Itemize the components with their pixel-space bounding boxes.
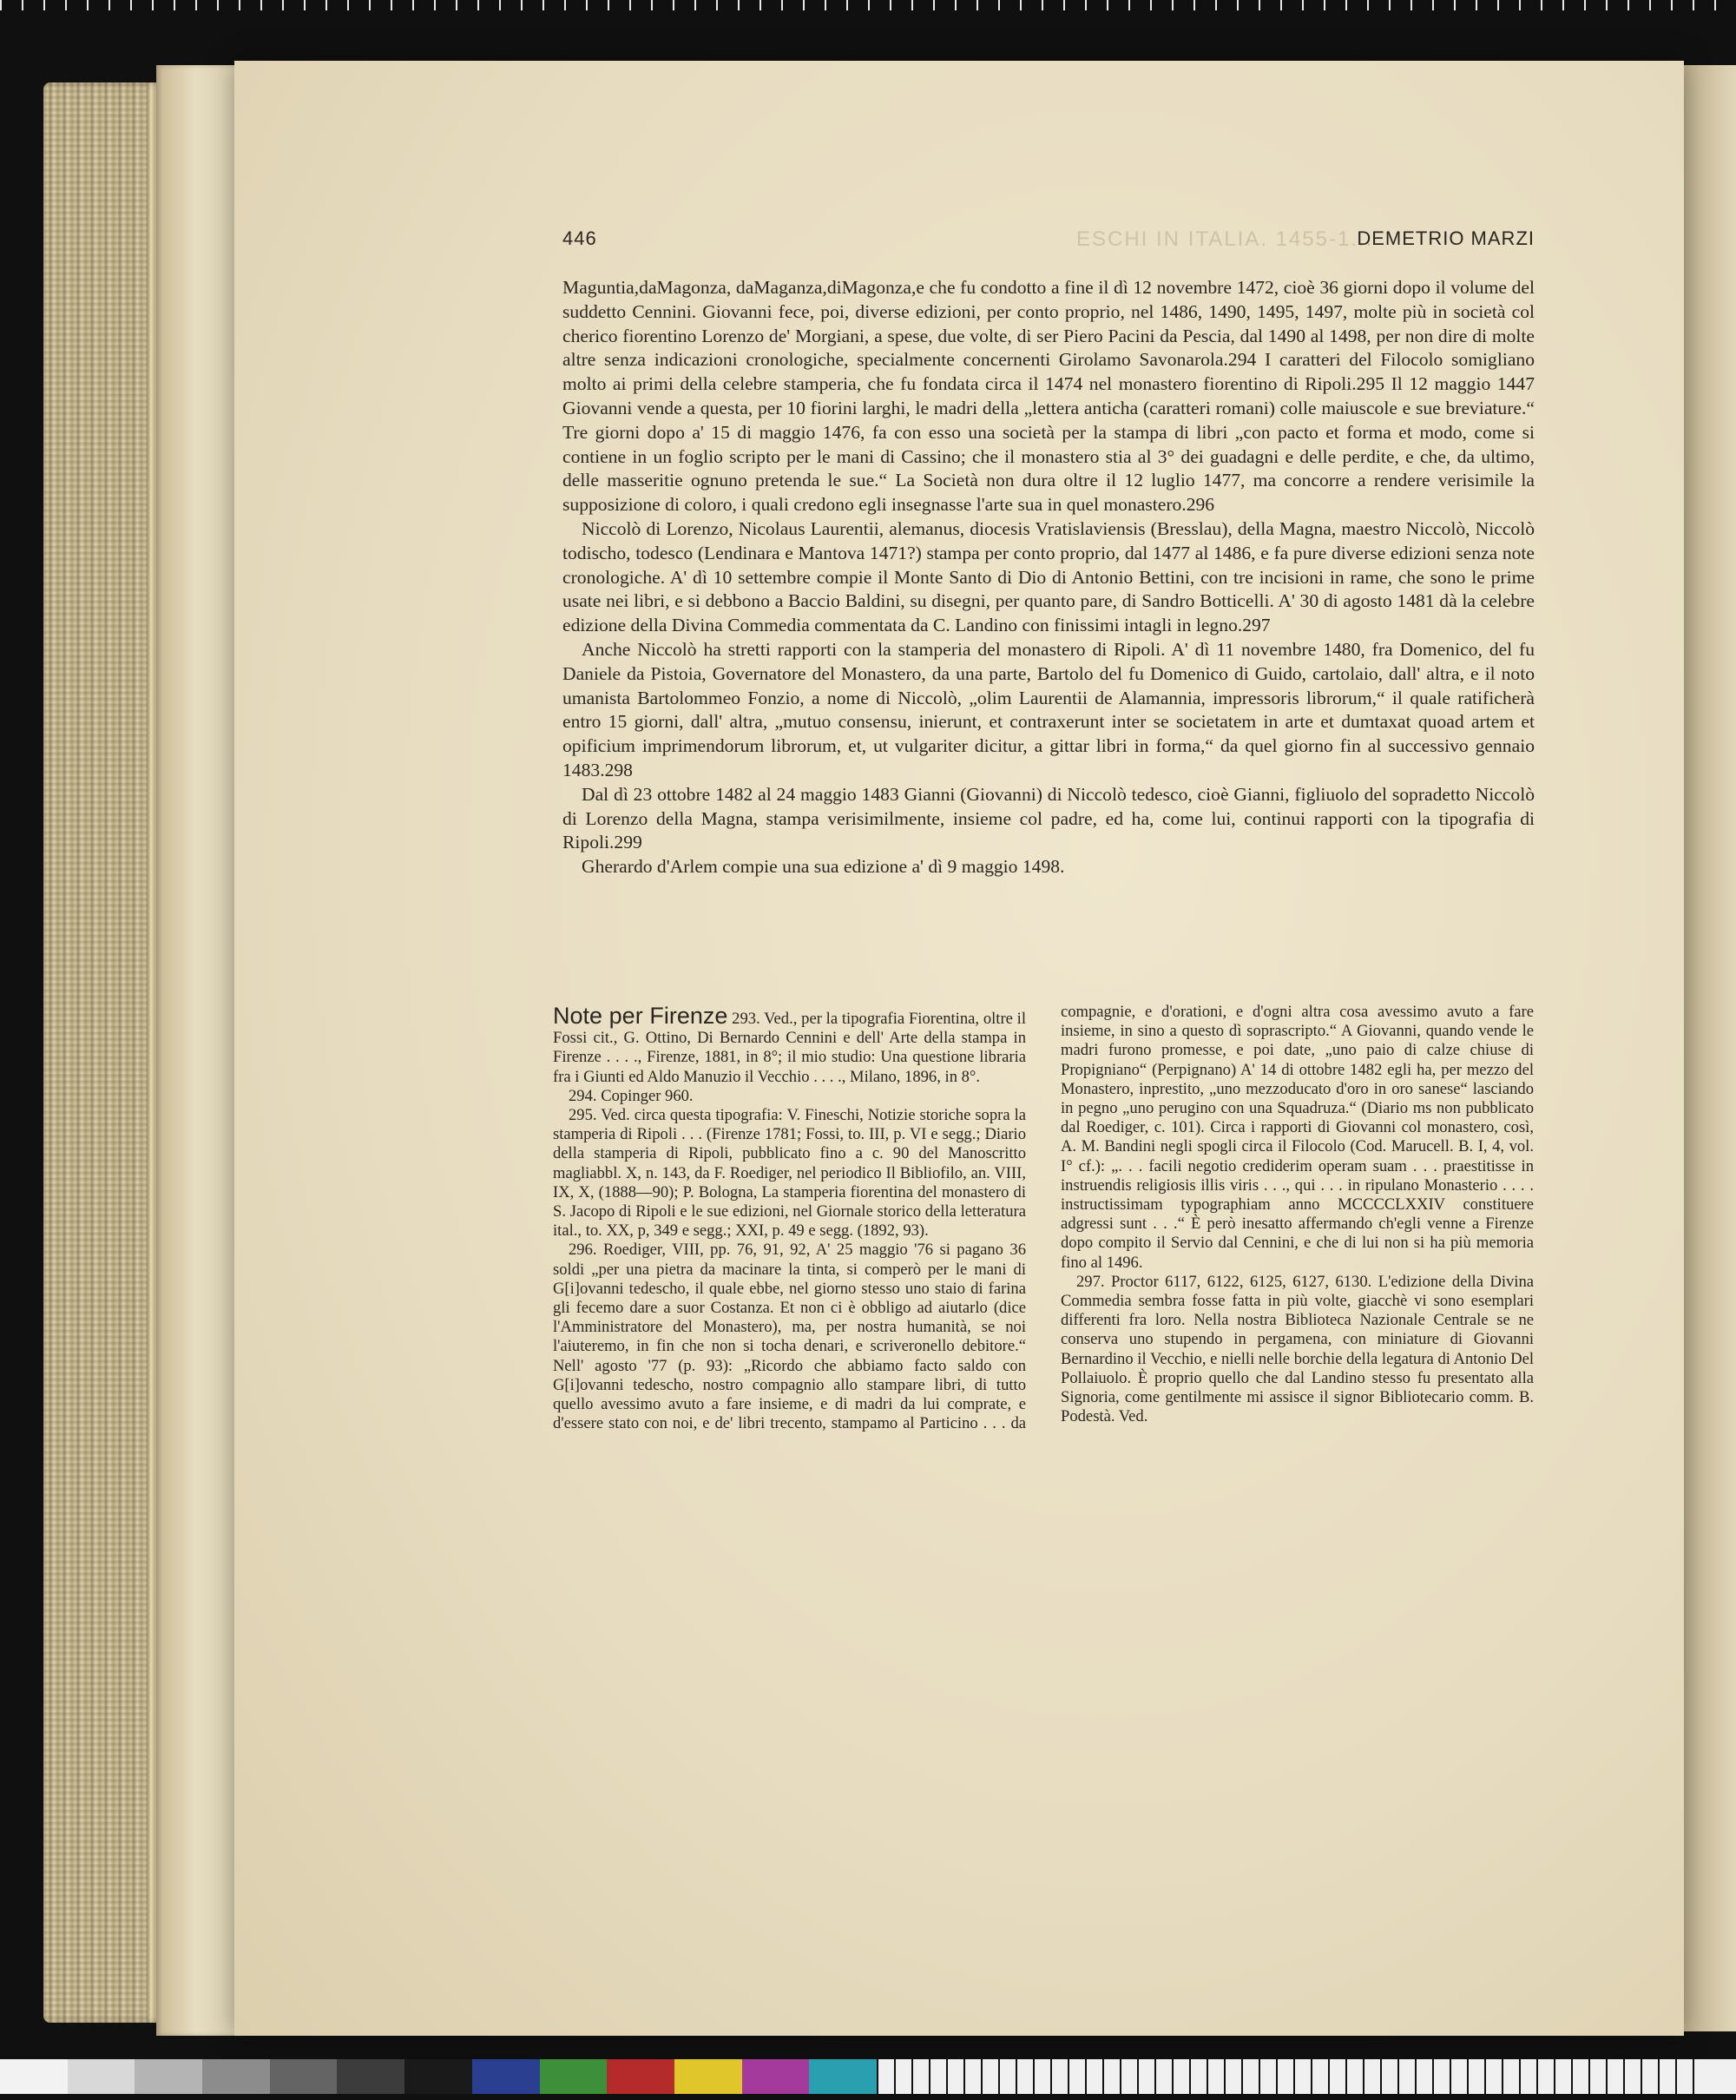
color-patch [337,2059,404,2094]
ruler-tick [1658,2059,1660,2094]
bleed-through-text: ESCHI IN ITALIA. 1455-1... [1076,227,1374,251]
ruler-tick [1675,2059,1677,2094]
ruler-tick [1571,2059,1573,2094]
ruler-tick [877,2059,878,2094]
ruler-tick [946,2059,948,2094]
body-paragraph: Maguntia,daMagonza, daMaganza,diMagonza,e che fu condotto a fine il dì 12 novembre 1472, cioè 36 giorni dopo il volume del suddetto Cennini. Giovanni fece, poi, diverse edizioni, per conto proprio, nel 1486, 1490, 1495, 1497, molte più in società col cherico fiorentino Lorenzo de' Morgiani, a spese, due volte, di ser Piero Pacini da Pescia, dal 1490 al 1498, per non dire di molte altre senza indicazioni cronologiche, specialmente concernenti Girolamo Savonarola.294 I caratteri del Filocolo somigliano molto ai primi della celebre stamperia, che fu fondata circa il 1474 nel monastero fiorentino di Ripoli.295 Il 12 maggio 1447 Giovanni vende a questa, per 10 fiorini larghi, le madri della „lettera anticha (caratteri romani) colle maiuscole e sue breviature.“ Tre giorni dopo a' 15 di maggio 1476, fa con esso una società per la stampa di libri „con pacto et forma et modo, come si contiene in un foglio scripto per le mani di Cassino; che il monastero stia al 3° dei guadagni e delle perdite, e che, da ultimo, delle masseritie ognuno pretenda le sue.“ La Società non dura oltre il 12 luglio 1477, ma concorre a rendere verisimile la supposizione di coloro, i quali credono egli insegnasse l'arte sua in quel monastero.296 [562,277,1535,516]
ruler-tick [1554,2059,1555,2094]
color-calibration-strip [0,2059,1736,2094]
color-patch [742,2059,810,2094]
ruler-tick [1068,2059,1069,2094]
ruler-tick [1502,2059,1503,2094]
footnotes [553,1003,1534,1433]
footnote-text: 293. Ved., per la tipografia Fiorentina, oltre il Fossi cit., G. Ottino, Di Bernardo Cennini e dell' Arte della stampa in Firenze . . . ., Firenze, 1881, in 8°; il mio studio: Una questione libraria fra i Giunti ed Aldo Manuzio il Vecchio . . . ., Milano, 1896, in 8°. [553,1010,1027,1086]
ruler-tick [1085,2059,1087,2094]
ruler-tick [1224,2059,1226,2094]
footnote-295: 295. Ved. circa questa tipografia: V. Fineschi, Notizie storiche sopra la stamperia di Ripoli . . . (Firenze 1781; Fossi, to. III, p. VI e segg.; Diario della stamperia di Ripoli, pubblicato fino a c. 90 del Manoscritto magliabbl. X, n. 143, da F. Roediger, nel periodico Il Bibliofilo, an. VIII, IX, X, (1888—90); P. Bologna, La stamperia fiorentina del monastero di S. Jacopo di Ripoli e le sue edizioni, nel Giornale storico della letteratura ital., to. XX, p, 349 e segg.; XXI, p. 49 e segg. (1892, 93). [553,1106,1026,1241]
ruler-tick [1172,2059,1174,2094]
ruler-tick [894,2059,896,2094]
scale-ruler [877,2059,1736,2094]
ruler-tick [1641,2059,1642,2094]
facing-page-edge [1680,65,1736,2031]
body-paragraph: Niccolò di Lorenzo, Nicolaus Laurentii, alemanus, diocesis Vratislaviensis (Bresslau), della Magna, maestro Niccolò, Niccolò todischo, todesco (Lendinara e Mantova 1471?) stampa per conto proprio, dal 1477 al 1486, e fa pure diverse edizioni senza note cronologiche. A' dì 10 settembre compie il Monte Santo di Dio di Antonio Bettini, con tre incisioni in rame, che sono le prime usate nei libri, e si debbono a Baccio Baldini, su disegni, per quanto pare, di Sandro Botticelli. A' 30 di agosto 1481 dà la celebre edizione della Divina Commedia commentata da C. Landino con finissimi intagli in legno.297 [562,517,1535,636]
ruler-tick [1363,2059,1364,2094]
ruler-tick [1519,2059,1521,2094]
color-patch [0,2059,68,2094]
body-paragraph: Dal dì 23 ottobre 1482 al 24 maggio 1483 Gianni (Giovanni) di Niccolò tedesco, cioè Gianni, figliuolo del sopradetto Niccolò di Lorenzo della Magna, stampa verisimilmente, insieme col padre, ed ha, come lui, continui rapporti con la tipografia di Ripoli.299 [562,783,1535,853]
scan-ruler [0,0,1736,10]
ruler-tick [1397,2059,1399,2094]
color-patch [472,2059,540,2094]
ruler-tick [1415,2059,1417,2094]
ruler-tick [1154,2059,1156,2094]
ruler-tick [1606,2059,1608,2094]
color-patch [540,2059,608,2094]
ruler-tick [1450,2059,1451,2094]
color-patch [607,2059,674,2094]
ruler-tick [1189,2059,1191,2094]
ruler-tick [963,2059,965,2094]
body-paragraph: Gherardo d'Arlem compie una sua edizione a' dì 9 maggio 1498. [582,856,1065,878]
ruler-tick [1345,2059,1347,2094]
color-patch [674,2059,742,2094]
ruler-tick [1259,2059,1260,2094]
color-patch [135,2059,202,2094]
body-text [562,276,1535,879]
footnote-296: 296. Roediger, VIII, pp. 76, 91, 92, A' 25 maggio '76 si pagano 36 soldi „per una pietra da macinare la tinta, si comperò per le mani di G[i]ovanni tedescho, il quale ebbe, nel giorno stesso uno staio di farina gli fecemo dare a suor Costanza. Et non ci è obbligo ad aiutarlo (dice l'Amministratore del Monastero), ma, per nostra humanità, se noi l'aiuteremo, in fin che non si tocha denari, e scriveronello debitore.“ Nell' agosto '77 (p. 93): „Ricordo che abbiamo facto saldo con G[i]ovanni tedescho, nostro compagnio allo stampare libri, di tutto quello avessimo avuto a fare insieme, e di madri da lui comprate, e d'essere stato con noi, e de' libri trecento, stampamo al Particino . . . da compagnie, e d'orationi, e d'ogni altra cosa avessimo avuto a fare insieme, in sino a questo dì soprascripto.“ A Giovanni, quando vende le madri furono promesse, e poi date, „uno paio di calze chiuse di Propigniano“ (Perpignano) A' 14 di ottobre 1482 egli ha, per mezzo del Monastero, inprestito, „uno mezzoducato d'oro in oro sanese“ lasciando in pegno „uno perugino con una Squadruza.“ (Diario ms non pubblicato dal Roediger, c. 101). Circa i rapporti di Giovanni col monastero, così, A. M. Bandini negli spogli circa il Filocolo (Cod. Marucell. B. I, 4, vol. I° cf.): „. . . facili negotio crediderim operam suam . . . praestitisse in instruendis religiosis illis viris . . ., qui . . . in ripulano Monasterio . . . . instructissimam typographiam anno MCCCCLXXIV constituere adgressi sunt . . .“ È però inesatto affermando ch'egli venne a Firenze dopo compito il Servio dal Cennini, e che di lui non si ha più memoria fino al 1496. [553,1003,1534,1433]
ruler-tick [1380,2059,1382,2094]
footnote-294: 294. Copinger 960. [569,1086,694,1105]
ruler-tick [1120,2059,1121,2094]
color-patch [809,2059,877,2094]
color-patch [270,2059,338,2094]
color-patch [404,2059,472,2094]
running-head-author: DEMETRIO MARZI [1357,227,1535,249]
ruler-tick [1207,2059,1208,2094]
ruler-tick [1016,2059,1017,2094]
ruler-tick [1050,2059,1052,2094]
ruler-tick [1536,2059,1538,2094]
page-number: 446 [562,227,597,249]
color-patch [202,2059,270,2094]
ruler-tick [1137,2059,1139,2094]
footnote-293 [553,1003,1026,1087]
ruler-tick [1102,2059,1104,2094]
ruler-tick [998,2059,1000,2094]
ruler-tick [1311,2059,1312,2094]
ruler-tick [1484,2059,1486,2094]
ruler-tick [981,2059,983,2094]
ruler-tick [1467,2059,1469,2094]
ruler-tick [929,2059,930,2094]
ruler-tick [1588,2059,1590,2094]
ruler-tick [1241,2059,1243,2094]
ruler-tick [1693,2059,1694,2094]
notes-heading: Note per Firenze [553,1003,728,1029]
ruler-tick [1432,2059,1434,2094]
color-patches [0,2059,877,2094]
color-patch [68,2059,135,2094]
ruler-tick [911,2059,913,2094]
ruler-tick [1293,2059,1295,2094]
ruler-tick [1276,2059,1278,2094]
ruler-tick [1623,2059,1625,2094]
footnote-297: 297. Proctor 6117, 6122, 6125, 6127, 6130. L'edizione della Divina Commedia sembra fosse fatta in più volte, giacchè vi sono esemplari differenti fra loro. Nella nostra Biblioteca Nazionale Centrale se ne conserva uno stupendo in pergamena, con miniature di Giovanni Bernardino il Vecchio, e nielli nelle borchie della legatura di Antonio Del Pollaiuolo. È proprio quello che dal Landino stesso fu presentato alla Signoria, come gentilmente mi assisce il signor Bibliotecario comm. B. Podestà. Ved. [1061,1272,1534,1426]
body-paragraph: Anche Niccolò ha stretti rapporti con la stamperia del monastero di Ripoli. A' dì 11 novembre 1480, fra Domenico, del fu Daniele da Pistoia, Governatore del Monastero, da una parte, Bartolo del fu Domenico di Guido, cartolaio, dall' altra, e il noto umanista Bartolommeo Fonzio, a nome di Niccolò, „olim Laurentii de Alamannia, impressoris librorum,“ il quale ratificherà entro 15 giorni, dall' altra, „mutuo consensu, inierunt, et contraxerunt inter se societatem in arte et dumtaxat quoad artem et opificium imprimendorum librorum, et, ut vulgariter dicitur, a gittar libri in forma,“ da quel giorno fin al successivo gennaio 1483.298 [562,638,1535,780]
ruler-tick [1033,2059,1035,2094]
ruler-tick [1328,2059,1330,2094]
